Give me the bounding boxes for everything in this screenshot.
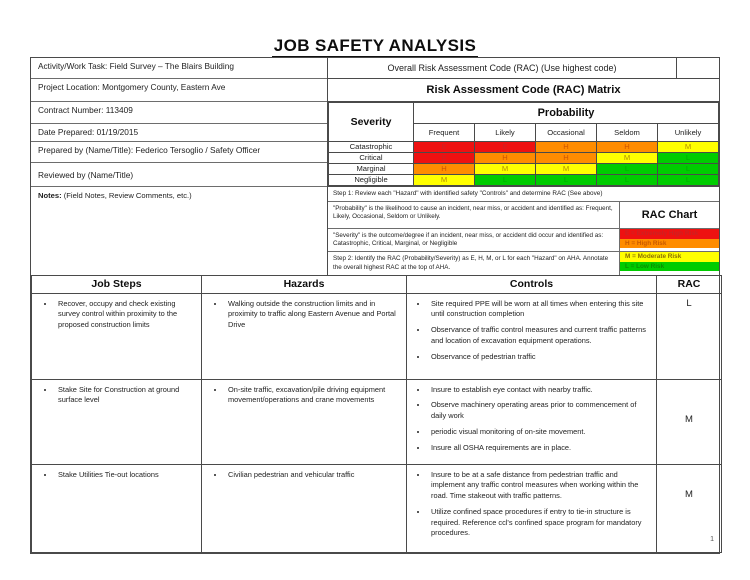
matrix-row xyxy=(329,142,719,153)
list-item: • Stake Site for Construction at ground surface level xyxy=(55,385,196,406)
matrix-severity-level-0: Catastrophic xyxy=(329,142,414,153)
notes-label: Notes: xyxy=(38,191,62,200)
rac-legend-bottom xyxy=(620,252,719,274)
cell-rac-value[interactable]: M xyxy=(657,379,722,464)
list-item: • On-site traffic, excavation/pile driving equipment movement/operations and crane movements xyxy=(225,385,401,406)
legend-item-low: L = Low Risk xyxy=(620,262,719,272)
step2-instruction: Step 2: Identify the RAC (Probability/Severity) as E, H, M, or L for each "Hazard" on AHA. Annotate the overall highest RAC at the top of AHA. xyxy=(328,252,620,274)
matrix-probability-level-3: Seldom xyxy=(597,124,658,142)
overall-rac-value-input[interactable] xyxy=(677,58,719,78)
list-item: • Utilize confined space procedures if entry to tie-in structure is required. Reference ccl's confined space program for mandatory procedures. xyxy=(428,507,651,539)
probability-definition-row xyxy=(328,202,719,229)
matrix-severity-level-2: Marginal xyxy=(329,164,414,175)
matrix-cell-3-3: L xyxy=(597,175,658,186)
step1-instruction: Step 1: Review each "Hazard" with identified safety "Controls" and determine RAC (See above) xyxy=(328,187,719,202)
header-section xyxy=(31,58,719,275)
step2-row xyxy=(328,252,719,274)
list-item: • Stake Utilities Tie-out locations xyxy=(55,470,196,481)
rac-instructions-block xyxy=(328,186,719,275)
list-item: • Observe machinery operating areas prior to commencement of daily work xyxy=(428,400,651,421)
matrix-cell-3-2: L xyxy=(536,175,597,186)
cell-controls[interactable] xyxy=(407,464,657,552)
column-header-hazards: Hazards xyxy=(202,275,407,293)
cell-controls[interactable] xyxy=(407,293,657,379)
reviewed-by-field[interactable]: Reviewed by (Name/Title) xyxy=(31,163,327,187)
rac-legend-top xyxy=(620,229,719,251)
matrix-row xyxy=(329,164,719,175)
jsa-main-table xyxy=(31,275,722,553)
matrix-cell-3-1: L xyxy=(475,175,536,186)
matrix-cell-2-2: M xyxy=(536,164,597,175)
list-item: • Civilian pedestrian and vehicular traffic xyxy=(225,470,401,481)
matrix-severity-level-3: Negligible xyxy=(329,175,414,186)
date-prepared-field[interactable]: Date Prepared: 01/19/2015 xyxy=(31,124,327,142)
page-title-text: JOB SAFETY ANALYSIS xyxy=(273,36,477,55)
legend-item-extremely-high: E = Extremely High Risk xyxy=(620,229,719,239)
rac-block xyxy=(328,58,719,275)
matrix-cell-0-2: H xyxy=(536,142,597,153)
cell-rac-value[interactable]: M xyxy=(657,464,722,552)
cell-controls[interactable] xyxy=(407,379,657,464)
list-item: • Insure all OSHA requirements are in place. xyxy=(428,443,651,454)
matrix-cell-2-4: L xyxy=(658,164,719,175)
cell-job-steps[interactable] xyxy=(32,464,202,552)
matrix-cell-1-1: H xyxy=(475,153,536,164)
matrix-cell-2-1: M xyxy=(475,164,536,175)
matrix-cell-0-3: H xyxy=(597,142,658,153)
cell-rac-value[interactable]: L xyxy=(657,293,722,379)
matrix-cell-1-0: E xyxy=(414,153,475,164)
list-item: • Site required PPE will be worn at all times when entering this site until construction completion xyxy=(428,299,651,320)
matrix-severity-header: Severity xyxy=(329,103,414,142)
table-row xyxy=(32,293,722,379)
main-table-header xyxy=(32,275,722,293)
matrix-cell-1-3: M xyxy=(597,153,658,164)
list-item: • periodic visual monitoring of on-site movement. xyxy=(428,427,651,438)
jsa-form-frame xyxy=(30,57,720,554)
matrix-severity-level-1: Critical xyxy=(329,153,414,164)
matrix-cell-0-0: E xyxy=(414,142,475,153)
cell-hazards[interactable] xyxy=(202,379,407,464)
notes-field[interactable] xyxy=(31,187,327,267)
matrix-probability-level-0: Frequent xyxy=(414,124,475,142)
rac-chart-title-cell xyxy=(620,202,719,228)
column-header-job-steps: Job Steps xyxy=(32,275,202,293)
matrix-row xyxy=(329,153,719,164)
legend-item-moderate: M = Moderate Risk xyxy=(620,252,719,262)
page-number: 1 xyxy=(710,536,714,543)
list-item: • Recover, occupy and check existing survey control within proximity to the proposed construction limits xyxy=(55,299,196,331)
overall-rac-row xyxy=(328,58,719,79)
matrix-probability-header: Probability xyxy=(414,103,719,124)
notes-hint: (Field Notes, Review Comments, etc.) xyxy=(63,191,192,200)
severity-definition-row xyxy=(328,229,719,252)
list-item: • Observance of traffic control measures and current traffic patterns and location of excavation equipment operations. xyxy=(428,325,651,346)
legend-item-high: H = High Risk xyxy=(620,239,719,249)
severity-definition: "Severity" is the outcome/degree if an incident, near miss, or accident did occur and identified as: Catastrophic, Critical, Marginal, or Negligible xyxy=(328,229,620,251)
prepared-by-field[interactable]: Prepared by (Name/Title): Federico Tersoglio / Safety Officer xyxy=(31,142,327,163)
column-header-controls: Controls xyxy=(407,275,657,293)
matrix-probability-level-2: Occasional xyxy=(536,124,597,142)
matrix-cell-3-4: L xyxy=(658,175,719,186)
cell-hazards[interactable] xyxy=(202,293,407,379)
rac-matrix-table xyxy=(328,102,719,186)
list-item: • Observance of pedestrian traffic xyxy=(428,352,651,363)
matrix-cell-2-3: L xyxy=(597,164,658,175)
overall-rac-label: Overall Risk Assessment Code (RAC) (Use highest code) xyxy=(328,58,677,78)
table-row xyxy=(32,379,722,464)
cell-job-steps[interactable] xyxy=(32,293,202,379)
cell-hazards[interactable] xyxy=(202,464,407,552)
list-item: • Insure to be at a safe distance from pedestrian traffic and implement any traffic control measures when working within the road. Time stakeout with traffic patterns. xyxy=(428,470,651,502)
matrix-cell-2-0: H xyxy=(414,164,475,175)
table-row xyxy=(32,464,722,552)
list-item: • Insure to establish eye contact with nearby traffic. xyxy=(428,385,651,396)
matrix-cell-0-4: M xyxy=(658,142,719,153)
project-info-block xyxy=(31,58,328,275)
cell-job-steps[interactable] xyxy=(32,379,202,464)
rac-matrix-title: Risk Assessment Code (RAC) Matrix xyxy=(328,79,719,102)
column-header-rac: RAC xyxy=(657,275,722,293)
matrix-row xyxy=(329,175,719,186)
matrix-cell-1-2: H xyxy=(536,153,597,164)
rac-chart-title: RAC Chart xyxy=(641,209,698,221)
project-location-field[interactable]: Project Location: Montgomery County, Eastern Ave xyxy=(31,79,327,102)
contract-number-field[interactable]: Contract Number: 113409 xyxy=(31,102,327,124)
matrix-cell-3-0: M xyxy=(414,175,475,186)
activity-task-field[interactable]: Activity/Work Task: Field Survey – The Blairs Building xyxy=(31,58,327,79)
matrix-probability-level-1: Likely xyxy=(475,124,536,142)
main-table-body xyxy=(32,293,722,552)
matrix-cell-0-1: E xyxy=(475,142,536,153)
matrix-probability-level-4: Unlikely xyxy=(658,124,719,142)
list-item: • Walking outside the construction limits and in proximity to traffic along Eastern Avenue and Portal Drive xyxy=(225,299,401,331)
probability-definition: "Probability" is the likelihood to cause an incident, near miss, or accident and identified as: Frequent, Likely, Occasional, Seldom or Unlikely. xyxy=(328,202,620,228)
page-title xyxy=(0,36,750,56)
matrix-cell-1-4: L xyxy=(658,153,719,164)
